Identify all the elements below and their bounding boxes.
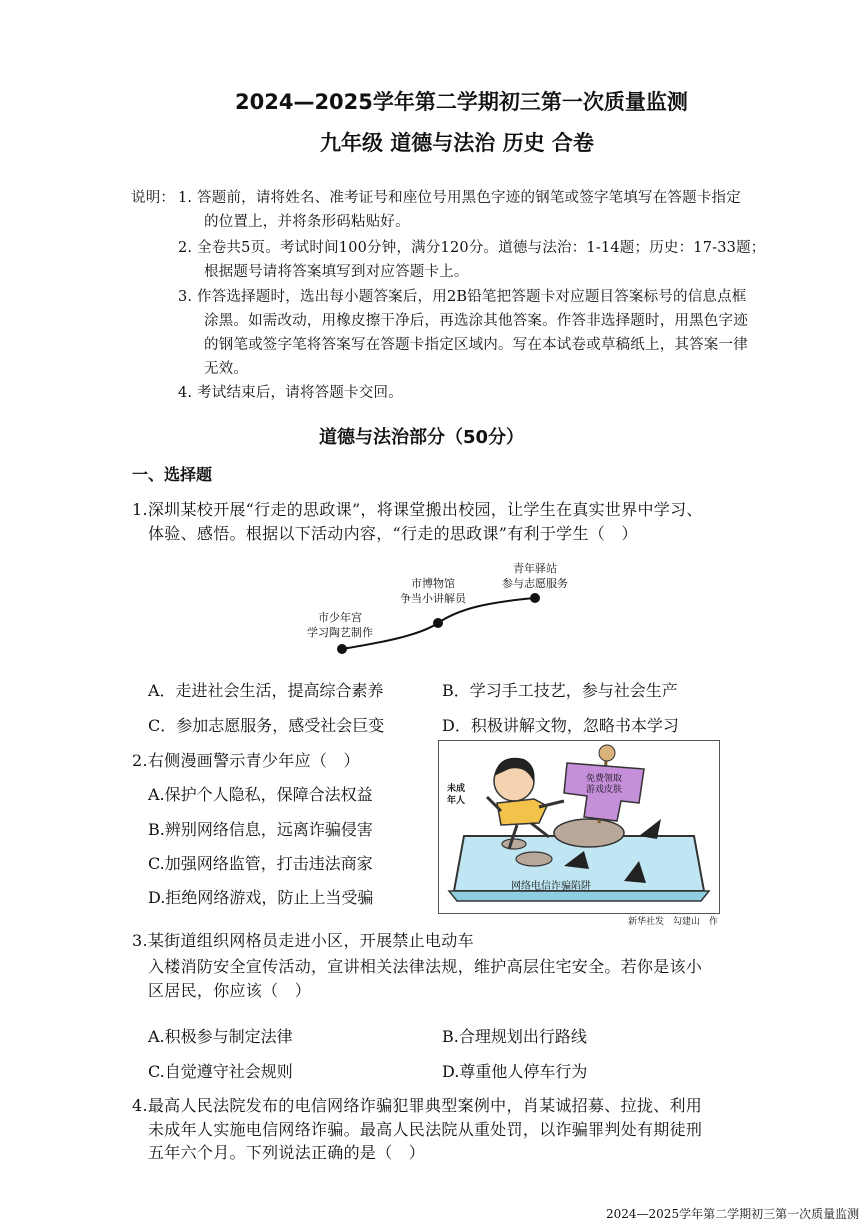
q2-option-a: A.保护个人隐私，保障合法权益 [148, 785, 373, 804]
q3-stem-line: 入楼消防安全宣传活动，宣讲相关法律法规，维护高层住宅安全。若你是该小 [148, 957, 703, 976]
q1-stem-line: 1.深圳某校开展“行走的思政课”，将课堂搬出校园，让学生在真实世界中学习、 [132, 500, 703, 519]
q1-stem-line: 体验、感悟。根据以下活动内容，“行走的思政课”有利于学生（ ） [148, 524, 638, 543]
q3-stem-line: 3.某街道组织网格员走进小区，开展禁止电动车 [132, 931, 474, 950]
cartoon-credit: 新华社发 勾建山 作 [628, 917, 719, 927]
path-node [337, 644, 347, 654]
q1-option-d: D．积极讲解文物，忽略书本学习 [442, 716, 679, 735]
shirt-text-line: 游戏皮肤 [586, 785, 623, 795]
q3-option-a: A.积极参与制定法律 [148, 1027, 293, 1046]
shirt-text-line: 免费领取 [586, 774, 623, 784]
instruction-line: 的钢笔或签字笔将答案写在答题卡指定区域内。写在本试卷或草稿纸上，其答案一律 [204, 337, 748, 353]
q1-option-c: C．参加志愿服务，感受社会巨变 [148, 716, 385, 735]
exam-subtitle: 九年级 道德与法治 历史 合卷 [320, 131, 594, 155]
q2-cartoon [438, 740, 720, 914]
q4-stem-line: 未成年人实施电信网络诈骗。最高人民法院从重处罚，以诈骗罪判处有期徒刑 [148, 1120, 703, 1139]
minor-label-line: 年人 [447, 796, 466, 806]
q4-stem-line: 五年六个月。下列说法正确的是（ ） [148, 1143, 426, 1162]
rock-icon [516, 852, 552, 866]
q2-option-c: C.加强网络监管，打击违法商家 [148, 854, 373, 873]
diagram-label-line: 青年驿站 [513, 562, 557, 575]
q2-option-b: B.辨别网络信息，远离诈骗侵害 [148, 820, 373, 839]
girl-leg [531, 823, 549, 837]
trap-label: 网络电信诈骗陷阱 [511, 881, 591, 892]
rock-icon [554, 819, 624, 847]
diagram-label-line: 市少年宫 [318, 611, 362, 624]
diagram-label-line: 学习陶艺制作 [307, 626, 373, 639]
diagram-label-line: 争当小讲解员 [400, 592, 466, 605]
instruction-line: 3. 作答选择题时，选出每小题答案后，用2B铅笔把答题卡对应题目答案标号的信息点框 [178, 289, 747, 305]
instruction-line: 无效。 [204, 361, 249, 377]
instructions-label: 说明： [131, 190, 176, 206]
minor-label-line: 未成 [447, 784, 466, 794]
scarecrow-head [599, 745, 615, 761]
shirt-text [586, 774, 622, 796]
q3-option-d: D.尊重他人停车行为 [442, 1062, 588, 1081]
instruction-line: 的位置上，并将条形码粘贴好。 [204, 214, 410, 230]
diagram-label-line: 参与志愿服务 [502, 577, 568, 590]
diagram-label-museum [393, 576, 473, 606]
q2-option-d: D.拒绝网络游戏，防止上当受骗 [148, 888, 374, 907]
page-footer: 2024—2025学年第二学期初三第一次质量监测 [606, 1207, 860, 1221]
q4-stem-line: 4.最高人民法院发布的电信网络诈骗犯罪典型案例中，肖某诚招募、拉拢、利用 [132, 1096, 703, 1115]
rock-icon [502, 839, 526, 849]
diagram-label-line: 市博物馆 [411, 577, 455, 590]
part-heading: 一、选择题 [132, 465, 213, 484]
exam-title: 2024—2025学年第二学期初三第一次质量监测 [235, 90, 688, 114]
q2-stem: 2.右侧漫画警示青少年应（ ） [132, 751, 360, 770]
girl-body [497, 799, 547, 825]
instruction-line: 根据题号请将答案填写到对应答题卡上。 [204, 264, 469, 280]
path-node [530, 593, 540, 603]
section-title: 道德与法治部分（50分） [319, 427, 525, 448]
q3-stem-line: 区居民，你应该（ ） [148, 981, 312, 1000]
q3-option-b: B.合理规划出行路线 [442, 1027, 587, 1046]
diagram-label-palace [300, 610, 380, 640]
diagram-label-station [492, 561, 578, 591]
q3-option-c: C.自觉遵守社会规则 [148, 1062, 293, 1081]
minor-label [447, 783, 465, 807]
instruction-line: 1. 答题前，请将姓名、准考证号和座位号用黑色字迹的钢笔或签字笔填写在答题卡指定 [178, 190, 741, 206]
instruction-line: 涂黑。如需改动，用橡皮擦干净后，再选涂其他答案。作答非选择题时，用黑色字迹 [204, 313, 748, 329]
path-node [433, 618, 443, 628]
q1-option-b: B．学习手工技艺，参与社会生产 [442, 681, 678, 700]
instruction-line: 4. 考试结束后，请将答题卡交回。 [178, 385, 403, 401]
phone-frame [449, 891, 709, 901]
q1-option-a: A．走进社会生活，提高综合素养 [148, 681, 384, 700]
instruction-line: 2. 全卷共5页。考试时间100分钟，满分120分。道德与法治：1-14题；历史：17-33题； [178, 240, 766, 256]
